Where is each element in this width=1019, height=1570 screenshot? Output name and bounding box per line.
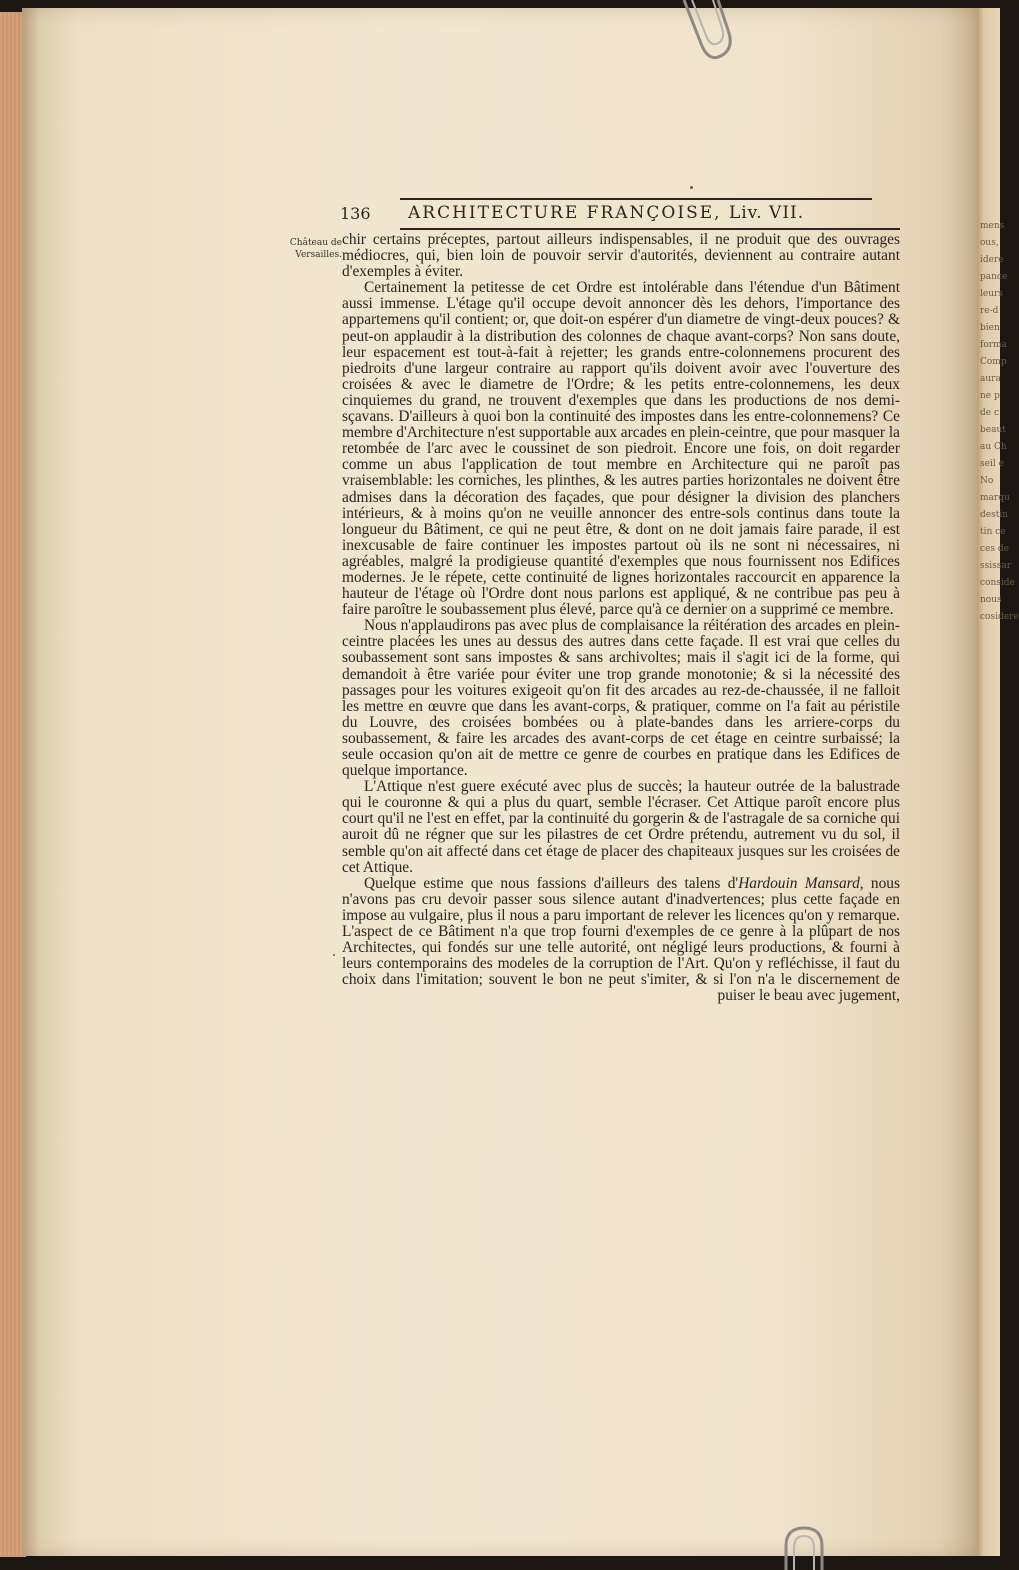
facing-page-edge: [977, 8, 1019, 1556]
book-number: Liv. VII.: [728, 203, 805, 223]
running-header: [340, 198, 900, 232]
header-rule: [400, 228, 900, 230]
running-title: [408, 203, 804, 223]
facing-page-text: mens ous, idere pance leurs re-d bien forma Comp aura ne p de c beaut au Ch seil e No marqu destin tin ce ces de ssissar conside nous cosidere: [980, 221, 1019, 622]
body-text: [342, 232, 900, 1005]
paragraph: Certainement la petitesse de cet Ordre est intolérable dans l'étendue d'un Bâtiment aussi immense. L'étage qu'il occupe devoit annoncer dès les dehors, l'importance des appartemens qu'il contient; or, que doit-on espérer d'un diametre de vingt-deux pouces? & peut-on applaudir à la distribution des colonnes de chaque avant-corps? Non sans doute, leur espacement est tout-à-fait à rejetter; les grands entre-colonnemens procurent des piedroits d'une largeur contraire au rapport qu'ils doivent avoir avec l'ouverture des croisées & avec le diametre de l'Ordre; & les petits entre-colonnemens, les deux cinquiemes du grand, ne trouvent d'exemples que dans les productions de nos demi-sçavans. D'ailleurs à quoi bon la continuité des impostes dans les entre-colonnemens? Ce membre d'Architecture n'est supportable aux arcades en plein-ceintre, que pour masquer la retombée de l'arc avec le coussinet de son piedroit. Encore une fois, on doit regarder comme un abus l'application de tout membre en Architecture qui ne paroît pas vraisemblable: les corniches, les plinthes, & les autres parties horizontales ne doivent être admises dans la décoration des façades, que pour désigner la division des planchers intérieurs, & à moins qu'on ne veuille annoncer des entre-sols continus dans toute la longueur du Bâtiment, ce qui ne peut être, & dont on ne doit jamais faire parade, il est inexcusable de faire continuer les impostes partout où ils ne sont ni nécessaires, ni agréables, malgré la prodigieuse quantité d'exemples que nous fournissent nos Edifices modernes. Je le répete, cette continuité de lignes horizontales raccourcit en apparence la hauteur de l'étage où l'Ordre dont nous parlons est appliqué, & ne contribue pas peu à faire paroître le soubassement plus élevé, parce qu'à ce dernier on a supprimé ce membre.: [342, 279, 900, 619]
paper-speck: [333, 954, 335, 956]
paragraph-text: Quelque estime que nous fassions d'ailleurs des talens d': [364, 874, 739, 892]
paragraph: Nous n'applaudirons pas avec plus de complaisance la réitération des arcades en plein-ceintre placées les unes au dessus des autres dans cette façade. Il est vrai que celles du soubassement sont sans impostes & sans archivoltes; mais il s'agit ici de la forme, qui demandoit à être variée pour éviter une trop grande monotonie; & si la nécessité des passages pour les voitures exigeoit qu'on fit des arcades au rez-de-chaussée, il ne falloit les mettre en œuvre que dans les avant-corps, & pratiquer, comme on l'a fait au péristile du Louvre, des croisées bombées ou à plate-bandes dans les arriere-corps du soubassement, & faire les arcades des avant-corps de cet étage en ceintre surbaissé; la seule occasion qu'on ait de mettre ce genre de courbes en pratique dans les Edifices de quelque importance.: [342, 617, 900, 780]
paragraph: [342, 876, 900, 1005]
paragraph-text: , nous n'avons pas cru devoir passer sous silence autant d'inadvertences; plus cette façade en impose au vulgaire, plus il nous a paru important de relever les licences qu'on y remarque. L'aspect de ce Bâtiment n'a que trop fourni d'exemples de ce genre à la plûpart de nos Architectes, qui fondés sur une telle autorité, ont négligé leurs productions, & fourni à leurs contemporains des modeles de la corruption de l'Art. Qu'on y refléchisse, il faut du choix dans l'imitation; souvent le bon ne peut s'imiter, & si l'on n'a le discernement de puiser le beau avec jugement,: [342, 874, 900, 1005]
page-number: 136: [340, 204, 371, 223]
book-title: ARCHITECTURE FRANÇOISE,: [408, 203, 722, 223]
paper-speck: [690, 186, 693, 189]
page-clip-icon: [780, 1522, 828, 1570]
margin-note: Château de Versailles.: [289, 238, 342, 260]
header-rule: [400, 198, 872, 200]
paragraph: chir certains préceptes, partout ailleurs indispensables, il ne produit que des ouvrages médiocres, qui, bien loin de pouvoir servir d'autorités, deviennent au contraire autant d'exemples à éviter.: [342, 231, 900, 281]
architect-name: Hardouin Mansard: [738, 874, 860, 892]
page-clip-icon: [680, 0, 736, 62]
paragraph: L'Attique n'est guere exécuté avec plus de succès; la hauteur outrée de la balustrade qui le couronne & qui a plus du quart, semble l'écraser. Cet Attique paroît encore plus court qu'il ne l'est en effet, par la continuité du gorgerin & de l'astragale de sa corniche qui auroit dû ne régner que sur les pilastres de cet Ordre prétendu, autrement vu du sol, il semble qu'on ait affecté dans cet étage de placer des chapiteaux jusques sur les croisées de cet Attique.: [342, 778, 900, 876]
